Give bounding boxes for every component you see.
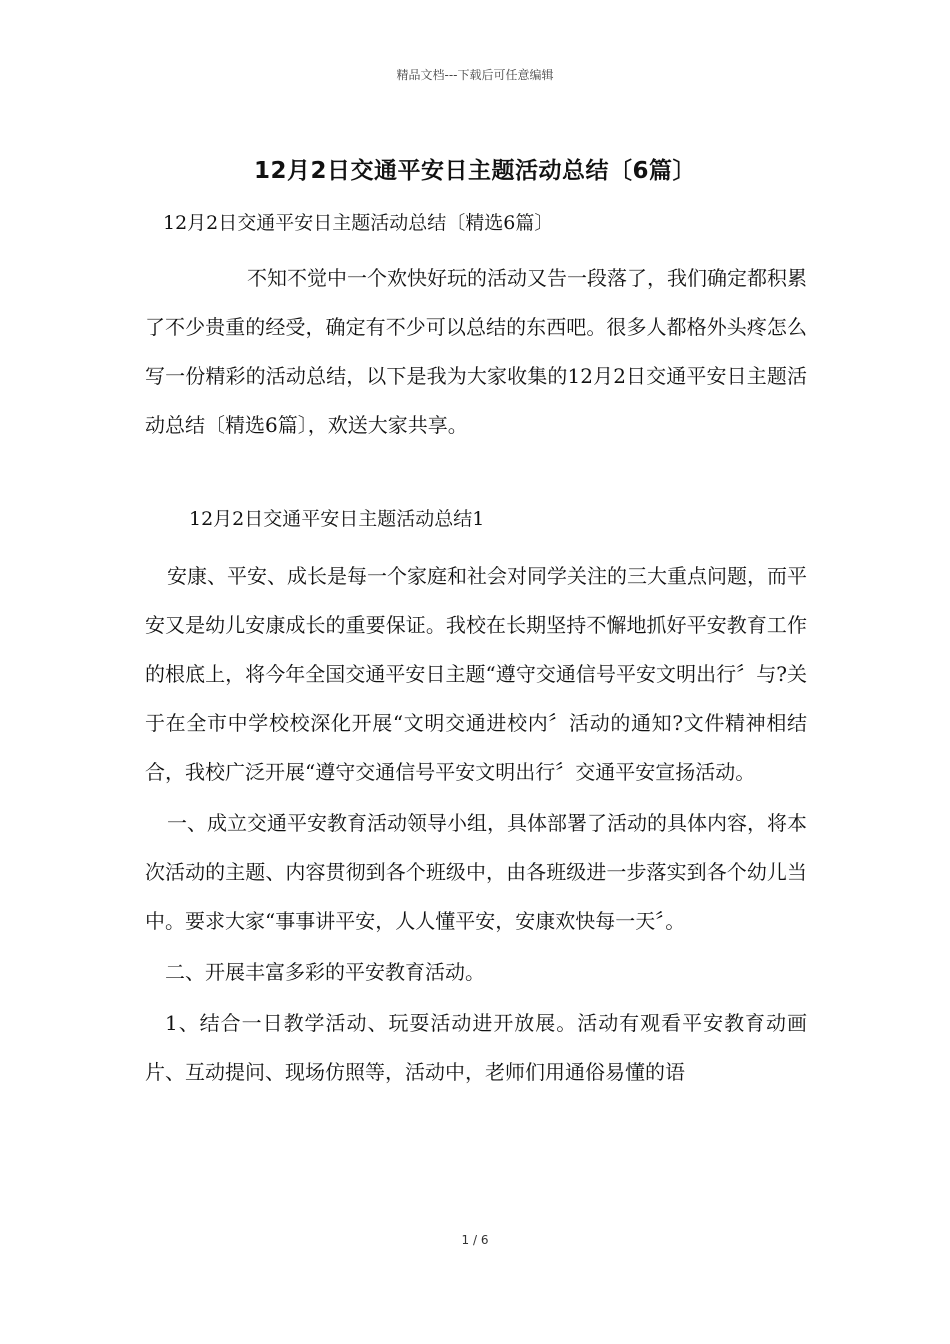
document-body [145,212,807,1097]
document-subtitle: 12月2日交通平安日主题活动总结〔精选6篇〕 [163,212,554,234]
header-note: 精品文档---下载后可任意编辑 [396,68,554,82]
intro-paragraph: 不知不觉中一个欢快好玩的活动又告一段落了，我们确定都积累了不少贵重的经受，确定有不少可以总结的东西吧。很多人都格外头疼怎么写一份精彩的活动总结，以下是我为大家收集的12月2日交通平安日主题活动总结〔精选6篇〕，欢送大家共享。 [145,266,807,437]
body-paragraph: 1、结合一日教学活动、玩耍活动进开放展。活动有观看平安教育动画片、互动提问、现场仿照等，活动中，老师们用通俗易懂的语 [145,1011,807,1084]
document-title: 12月2日交通平安日主题活动总结〔6篇〕 [253,158,696,184]
page-indicator: 1 / 6 [461,1233,489,1247]
body-paragraph: 一、成立交通平安教育活动领导小组，具体部署了活动的具体内容，将本次活动的主题、内容贯彻到各个班级中，由各班级进一步落实到各个幼儿当中。要求大家“事事讲平安，人人懂平安，安康欢快每一天〞。 [145,811,807,933]
body-paragraph: 二、开展丰富多彩的平安教育活动。 [165,960,485,984]
section-heading: 12月2日交通平安日主题活动总结1 [189,508,485,530]
body-paragraph: 安康、平安、成长是每一个家庭和社会对同学关注的三大重点问题，而平安又是幼儿安康成长的重要保证。我校在长期坚持不懈地抓好平安教育工作的根底上，将今年全国交通平安日主题“遵守交通信号平安文明出行〞与?关于在全市中学校校深化开展“文明交通进校内〞活动的通知?文件精神相结合，我校广泛开展“遵守交通信号平安文明出行〞交通平安宣扬活动。 [145,564,807,784]
